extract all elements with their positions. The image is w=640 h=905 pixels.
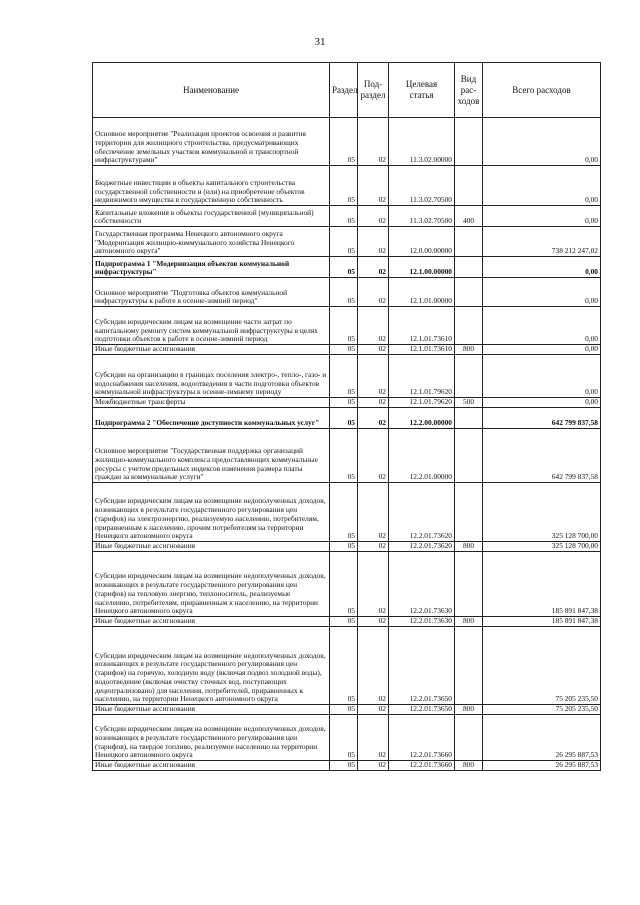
cell-target: 12.2.01.73650 [389,627,455,705]
cell-target: 12.2.01.73620 [389,542,455,552]
cell-name: Бюджетные инвестиции в объекты капитального строительства государственной собственности и (или) на приобретение объектов недвижимого имущества в государственную собственность [93,166,330,206]
cell-expense-type: 800 [455,345,483,355]
cell-subsection: 02 [358,483,389,542]
cell-total: 325 128 700,00 [483,483,601,542]
cell-expense-type: 800 [455,617,483,627]
cell-subsection: 02 [358,705,389,715]
cell-subsection: 02 [358,398,389,408]
table-row [93,118,601,166]
cell-section: 05 [330,398,358,408]
cell-subsection: 02 [358,552,389,617]
cell-target: 11.3.02.70500 [389,166,455,206]
cell-target: 12.1.00.00000 [389,257,455,278]
table-row [93,345,601,355]
cell-name: Иные бюджетные ассигнования [93,617,330,627]
cell-expense-type [455,307,483,345]
cell-subsection: 02 [358,542,389,552]
cell-total: 0,00 [483,257,601,278]
cell-expense-type: 400 [455,206,483,227]
cell-name: Основное мероприятие "Подготовка объектов коммунальной инфраструктуры к работе в осенне-зимний период" [93,278,330,307]
cell-target: 12.2.01.73630 [389,552,455,617]
cell-expense-type [455,429,483,483]
cell-target: 12.2.01.73650 [389,705,455,715]
cell-section: 05 [330,715,358,761]
cell-target: 12.1.01.79620 [389,355,455,398]
table-row [93,307,601,345]
cell-total: 642 799 837,58 [483,408,601,429]
cell-section: 05 [330,429,358,483]
cell-section: 05 [330,542,358,552]
table-row [93,408,601,429]
cell-target: 12.2.01.73630 [389,617,455,627]
cell-subsection: 02 [358,627,389,705]
table-row [93,483,601,542]
table-row [93,542,601,552]
cell-total: 75 205 235,50 [483,627,601,705]
cell-expense-type [455,552,483,617]
cell-target: 11.3.02.00000 [389,118,455,166]
budget-table [92,62,601,771]
cell-section: 05 [330,408,358,429]
cell-subsection: 02 [358,345,389,355]
cell-total: 738 212 247,02 [483,227,601,257]
cell-name: Субсидии юридическим лицам на возмещение недополученных доходов, возникающих в результате государственного регулирования цен (тарифов) на тепловую энергию, теплоноситель, реализуемые населению, потребителям, приравненным к населению, на территории Ненецкого автономного округа [93,552,330,617]
cell-name: Подпрограмма 1 "Модернизация объектов коммунальной инфраструктуры" [93,257,330,278]
cell-subsection: 02 [358,278,389,307]
cell-target: 12.1.01.79620 [389,398,455,408]
cell-target: 12.1.01.73610 [389,345,455,355]
cell-name: Иные бюджетные ассигнования [93,345,330,355]
cell-subsection: 02 [358,429,389,483]
cell-subsection: 02 [358,761,389,771]
cell-name: Основное мероприятие "Реализация проектов освоения и развития территории для жилищного строительства, предусматривающих обеспечение земельных участков коммунальной и транспортной инфраструктурами" [93,118,330,166]
cell-section: 05 [330,355,358,398]
cell-expense-type [455,118,483,166]
cell-total: 26 295 887,53 [483,761,601,771]
cell-section: 05 [330,761,358,771]
cell-total: 0,00 [483,355,601,398]
cell-name: Субсидии юридическим лицам на возмещение недополученных доходов, возникающих в результате государственного регулирования цен (тарифов), на твердое топливо, реализуемое населению на территории Ненецкого автономного округа [93,715,330,761]
cell-total: 0,00 [483,118,601,166]
table-row [93,552,601,617]
cell-total: 0,00 [483,398,601,408]
table-row [93,278,601,307]
cell-target: 12.2.00.00000 [389,408,455,429]
cell-subsection: 02 [358,257,389,278]
cell-target: 12.1.01.73610 [389,307,455,345]
cell-total: 75 205 235,50 [483,705,601,715]
cell-expense-type [455,227,483,257]
cell-expense-type [455,715,483,761]
cell-expense-type: 800 [455,761,483,771]
table-row [93,398,601,408]
cell-name: Субсидии на организацию в границах поселения электро-, тепло-, газо- и водоснабжения населения, водоотведения в части подготовки объектов коммунальной инфраструктуры к осенне-зимнему периоду [93,355,330,398]
cell-name: Субсидии юридическим лицам на возмещение недополученных доходов, возникающих в результате государственного регулирования цен (тарифов) на электроэнергию, реализуемую населению, потребителям, приравненным к населению, прочим потребителям на территории Ненецкого автономного округа [93,483,330,542]
cell-name: Иные бюджетные ассигнования [93,761,330,771]
table-row [93,715,601,761]
cell-name: Субсидии юридическим лицам на возмещение части затрат по капитальному ремонту систем коммунальной инфраструктуры в целях подготовки объектов к работе в осенне-зимний период [93,307,330,345]
cell-subsection: 02 [358,355,389,398]
cell-total: 0,00 [483,278,601,307]
cell-subsection: 02 [358,715,389,761]
cell-subsection: 02 [358,166,389,206]
page-number: 31 [314,36,326,48]
cell-total: 26 295 887,53 [483,715,601,761]
cell-section: 05 [330,227,358,257]
cell-target: 12.1.01.00000 [389,278,455,307]
cell-total: 185 891 847,38 [483,552,601,617]
cell-target: 12.2.01.73660 [389,761,455,771]
table-row [93,227,601,257]
header-section: Раздел [330,63,358,118]
header-subsection: Под- раздел [358,63,389,118]
cell-total: 0,00 [483,166,601,206]
cell-name: Подпрограмма 2 "Обеспечение доступности коммунальных услуг" [93,408,330,429]
header-total: Всего расходов [483,63,601,118]
cell-total: 0,00 [483,307,601,345]
table-row [93,761,601,771]
cell-expense-type [455,627,483,705]
cell-name: Иные бюджетные ассигнования [93,542,330,552]
cell-name: Государственная программа Ненецкого автономного округа "Модернизация жилищно-коммунального хозяйства Ненецкого автономного округа" [93,227,330,257]
cell-target: 11.3.02.70500 [389,206,455,227]
cell-name: Иные бюджетные ассигнования [93,705,330,715]
cell-total: 325 128 700,00 [483,542,601,552]
cell-target: 12.2.01.00000 [389,429,455,483]
cell-expense-type [455,166,483,206]
cell-expense-type: 500 [455,398,483,408]
cell-section: 05 [330,345,358,355]
cell-target: 12.0.00.00000 [389,227,455,257]
cell-section: 05 [330,278,358,307]
cell-section: 05 [330,257,358,278]
table-row [93,257,601,278]
cell-subsection: 02 [358,307,389,345]
cell-expense-type [455,408,483,429]
table-body [93,118,601,771]
cell-name: Субсидии юридическим лицам на возмещение недополученных доходов, возникающих в результате государственного регулирования цен (тарифов) на горячую, холодную воду (включая подвоз холодной воды), водоотведение (включая очистку сточных вод, поступающих децентрализовано) для населения, потребителей, приравненных к населению, на территории Ненецкого автономного округа [93,627,330,705]
cell-expense-type [455,355,483,398]
table-row [93,705,601,715]
cell-subsection: 02 [358,408,389,429]
cell-expense-type [455,483,483,542]
cell-subsection: 02 [358,206,389,227]
cell-section: 05 [330,705,358,715]
cell-name: Основное мероприятие "Государственная поддержка организаций жилищно-коммунального комплекса предоставляющих коммунальные ресурсы с учетом предельных индексов изменения размера платы граждан за коммунальные услуги" [93,429,330,483]
table-row [93,627,601,705]
cell-section: 05 [330,118,358,166]
cell-section: 05 [330,206,358,227]
cell-section: 05 [330,627,358,705]
cell-total: 642 799 837,58 [483,429,601,483]
cell-expense-type: 800 [455,705,483,715]
cell-section: 05 [330,166,358,206]
table-header-row [93,63,601,118]
header-target: Целевая статья [389,63,455,118]
cell-name: Межбюджетные трансферты [93,398,330,408]
cell-name: Капитальные вложения в объекты государственной (муниципальной) собственности [93,206,330,227]
cell-section: 05 [330,617,358,627]
cell-expense-type [455,278,483,307]
cell-total: 0,00 [483,206,601,227]
table-row [93,617,601,627]
cell-subsection: 02 [358,227,389,257]
header-name: Наименование [93,63,330,118]
cell-subsection: 02 [358,617,389,627]
cell-expense-type: 800 [455,542,483,552]
cell-target: 12.2.01.73660 [389,715,455,761]
cell-total: 0,00 [483,345,601,355]
cell-section: 05 [330,307,358,345]
table-row [93,355,601,398]
cell-section: 05 [330,552,358,617]
cell-section: 05 [330,483,358,542]
cell-expense-type [455,257,483,278]
cell-total: 185 891 847,38 [483,617,601,627]
table-row [93,429,601,483]
table-row [93,166,601,206]
header-expense-type: Вид рас- ходов [455,63,483,118]
cell-subsection: 02 [358,118,389,166]
table-row [93,206,601,227]
cell-target: 12.2.01.73620 [389,483,455,542]
